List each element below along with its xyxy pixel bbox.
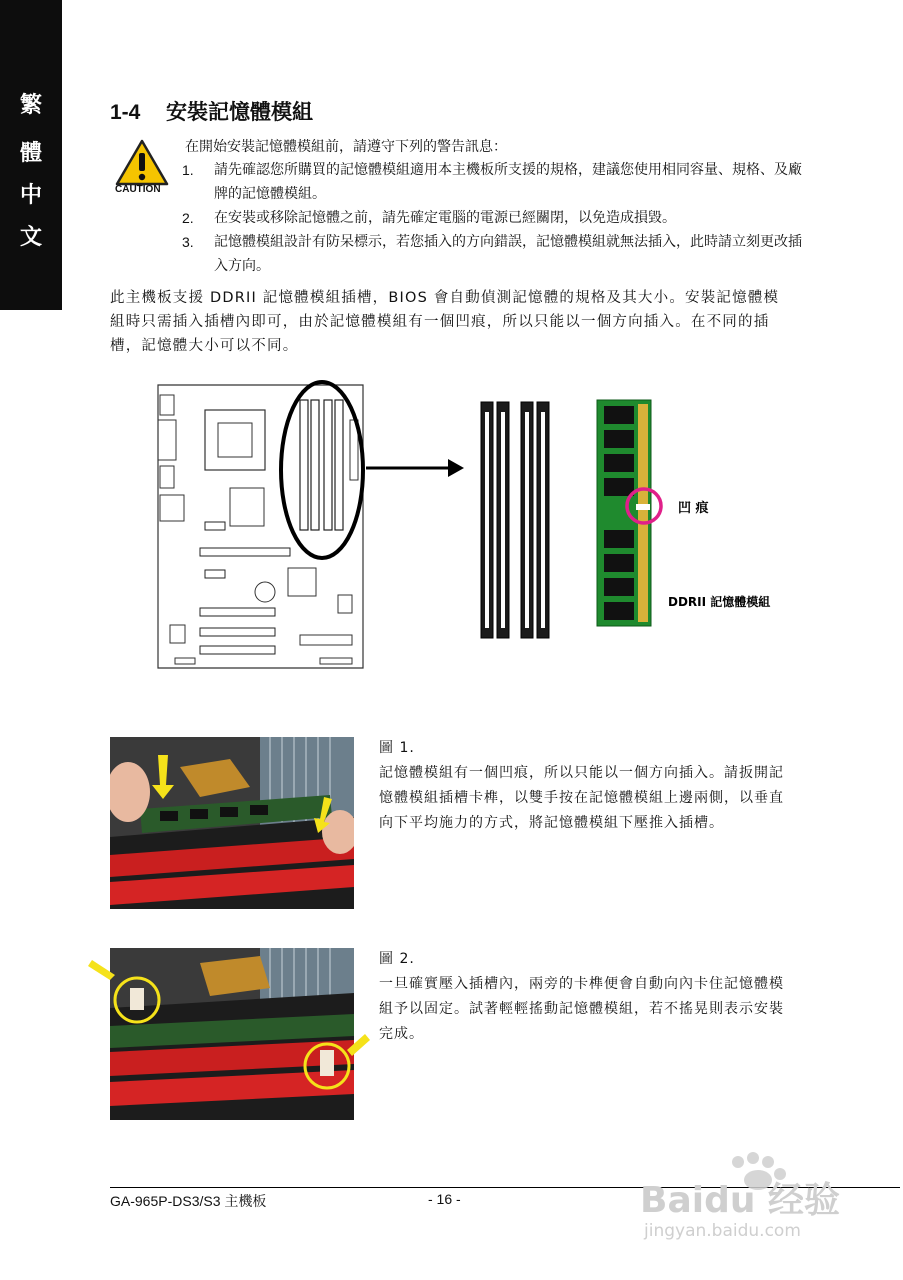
watermark-url: jingyan.baidu.com bbox=[644, 1221, 801, 1241]
arrow-head bbox=[448, 459, 464, 477]
watermark-brand: Baidu 经验 bbox=[640, 1180, 841, 1221]
caution-item-text: 記憶體模組設計有防呆標示，若您插入的方向錯誤，記憶體模組就無法插入，此時請立刻更改插入方向。 bbox=[214, 234, 802, 274]
baidu-watermark-logo bbox=[640, 1150, 860, 1260]
figure-2-photo bbox=[110, 948, 354, 1120]
figure-2-label: 圖 2. bbox=[379, 951, 415, 967]
module-label: DDRII 記憶體模組 bbox=[668, 595, 771, 609]
figure-1-text: 記憶體模組有一個凹痕，所以只能以一個方向插入。請扳開記憶體模組插槽卡榫，以雙手按在記憶體模組上邊兩側，以垂直向下平均施力的方式，將記憶體模組下壓推入插槽。 bbox=[379, 765, 784, 831]
caution-item-number: 2. bbox=[182, 210, 194, 226]
footer-model: GA-965P-DS3/S3 主機板 bbox=[110, 1193, 267, 1209]
footer-page-number: - 16 - bbox=[428, 1191, 461, 1207]
caution-item-number: 3. bbox=[182, 234, 194, 250]
notch-label: 凹 痕 bbox=[678, 501, 709, 516]
ddr2-module bbox=[597, 400, 651, 626]
caution-item-text: 請先確認您所購買的記憶體模組適用本主機板所支援的規格，建議您使用相同容量、規格、及廠牌的記憶體模組。 bbox=[214, 162, 802, 202]
section-title-text: 安裝記憶體模組 bbox=[166, 100, 313, 124]
figure-1-label: 圖 1. bbox=[379, 740, 415, 756]
sidebar-char: 中 bbox=[19, 182, 42, 208]
figure-1-caption bbox=[379, 736, 795, 836]
sidebar-char: 繁 bbox=[19, 92, 42, 118]
caution-intro: 在開始安裝記憶體模組前，請遵守下列的警告訊息： bbox=[185, 139, 507, 155]
figure-2-caption bbox=[379, 947, 795, 1047]
enlarged-dimm-slots bbox=[481, 402, 549, 638]
section-number: 1-4 bbox=[110, 101, 141, 124]
figure-2-text: 一旦確實壓入插槽內，兩旁的卡榫便會自動向內卡住記憶體模組予以固定。試著輕輕搖動記憶體模組，若不搖晃則表示安裝完成。 bbox=[379, 976, 784, 1042]
caution-label: CAUTION bbox=[115, 184, 161, 195]
sidebar-char: 文 bbox=[19, 224, 42, 250]
figure-1-photo bbox=[110, 737, 354, 909]
caution-item-number: 1. bbox=[182, 162, 194, 178]
caution-item-text: 在安裝或移除記憶體之前，請先確定電腦的電源已經關閉，以免造成損毀。 bbox=[214, 210, 676, 226]
sidebar-char: 體 bbox=[19, 140, 42, 166]
intro-paragraph: 此主機板支援 DDRII 記憶體模組插槽，BIOS 會自動偵測記憶體的規格及其大小。安裝記憶體模組時只需插入插槽內即可，由於記憶體模組有一個凹痕，所以只能以一個方向插入。在不同的插槽，記憶體大小可以不同。 bbox=[110, 290, 780, 354]
